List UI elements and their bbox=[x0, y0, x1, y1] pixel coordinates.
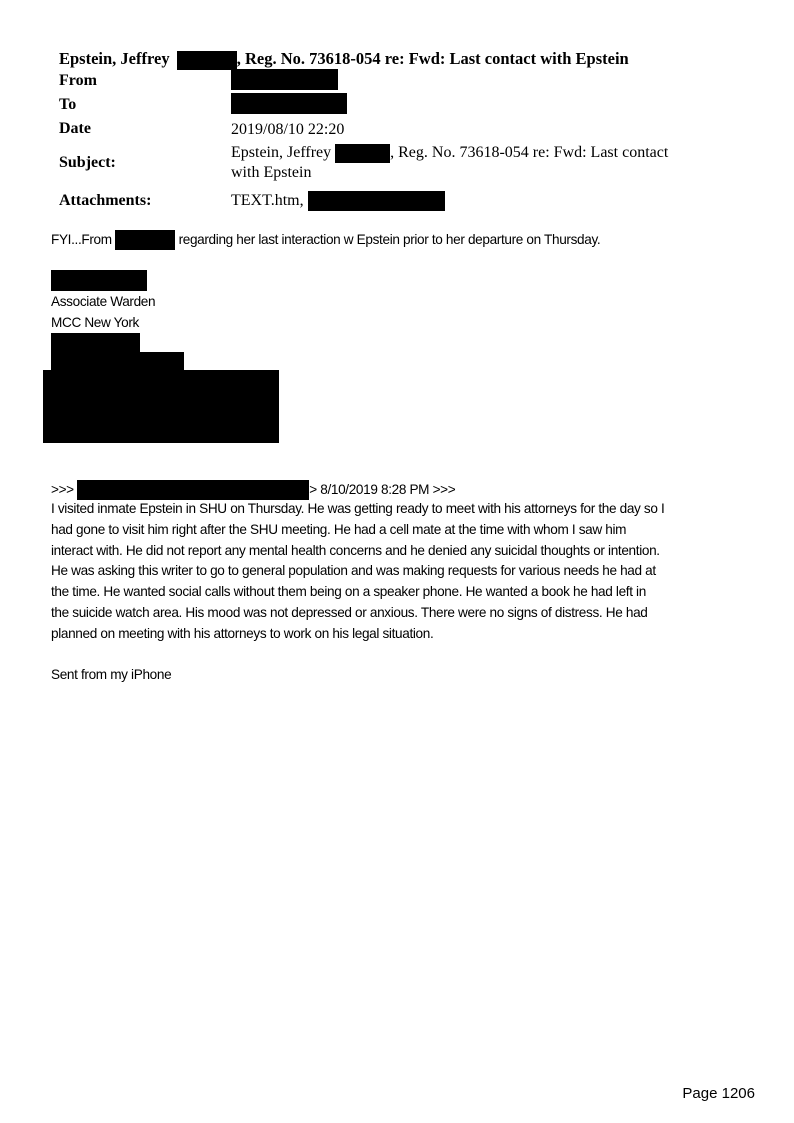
fyi-suffix: regarding her last interaction w Epstein prior to her departure on Thursday. bbox=[178, 232, 601, 247]
message-line: I visited inmate Epstein in SHU on Thursday. He was getting ready to meet with his attorneys for the day so I bbox=[51, 501, 665, 516]
date-row bbox=[59, 120, 759, 144]
subject-label: Subject: bbox=[59, 154, 116, 171]
title-suffix: , Reg. No. 73618-054 re: Fwd: Last contact with Epstein bbox=[236, 49, 629, 68]
redaction-block bbox=[335, 144, 390, 163]
attachments-label: Attachments: bbox=[59, 192, 152, 209]
signature-title: Associate Warden bbox=[51, 294, 156, 309]
subject-value bbox=[231, 143, 668, 183]
subject-suffix: , Reg. No. 73618-054 re: Fwd: Last contact bbox=[390, 144, 669, 161]
redaction-block bbox=[177, 51, 237, 70]
subject-prefix: Epstein, Jeffrey bbox=[231, 144, 332, 161]
closing-line bbox=[51, 665, 171, 686]
forward-suffix: > 8/10/2019 8:28 PM >>> bbox=[309, 482, 456, 497]
email-header bbox=[59, 48, 759, 214]
subject-line2: with Epstein bbox=[231, 164, 312, 181]
attachments-value bbox=[231, 191, 445, 211]
from-value bbox=[231, 69, 338, 90]
redaction-block bbox=[51, 352, 184, 372]
message-line: He was asking this writer to go to general population and was making requests for various needs he had at bbox=[51, 563, 656, 579]
message-line: the time. He wanted social calls without them being on a speaker phone. He wanted a book he had left in bbox=[51, 584, 646, 600]
redaction-block bbox=[231, 69, 338, 90]
redaction-block bbox=[115, 230, 175, 250]
message-body bbox=[51, 499, 664, 645]
date-value: 2019/08/10 22:20 bbox=[231, 121, 345, 138]
message-line: interact with. He did not report any mental health concerns and he denied any suicidal thoughts or intention. bbox=[51, 542, 660, 558]
redaction-block bbox=[43, 370, 279, 443]
signature-org: MCC New York bbox=[51, 314, 139, 330]
redaction-block bbox=[231, 93, 347, 114]
from-row bbox=[59, 72, 759, 96]
fyi-prefix: FYI...From bbox=[51, 232, 112, 247]
message-line: planned on meeting with his attorneys to work on his legal situation. bbox=[51, 625, 434, 641]
redaction-block bbox=[77, 480, 309, 500]
attachment-file: TEXT.htm, bbox=[231, 192, 304, 209]
to-row bbox=[59, 96, 759, 120]
closing-text: Sent from my iPhone bbox=[51, 667, 172, 682]
message-line: the suicide watch area. His mood was not depressed or anxious. There were no signs of distress. He had bbox=[51, 604, 648, 620]
redaction-block bbox=[308, 191, 445, 211]
to-label: To bbox=[59, 96, 77, 113]
from-label: From bbox=[59, 72, 97, 89]
attachments-row bbox=[59, 190, 759, 214]
forward-prefix: >>> bbox=[51, 482, 74, 497]
subject-row bbox=[59, 144, 759, 190]
message-line: had gone to visit him right after the SHU meeting. He had a cell mate at the time with whom I saw him bbox=[51, 521, 627, 537]
redaction-block bbox=[51, 333, 140, 353]
forward-header bbox=[51, 480, 455, 501]
email-title bbox=[59, 48, 759, 70]
redaction-block bbox=[51, 270, 147, 291]
fyi-line bbox=[51, 230, 600, 251]
to-value bbox=[231, 93, 347, 114]
date-label: Date bbox=[59, 120, 91, 137]
page-number: Page 1206 bbox=[682, 1085, 755, 1102]
title-prefix: Epstein, Jeffrey bbox=[59, 49, 170, 68]
